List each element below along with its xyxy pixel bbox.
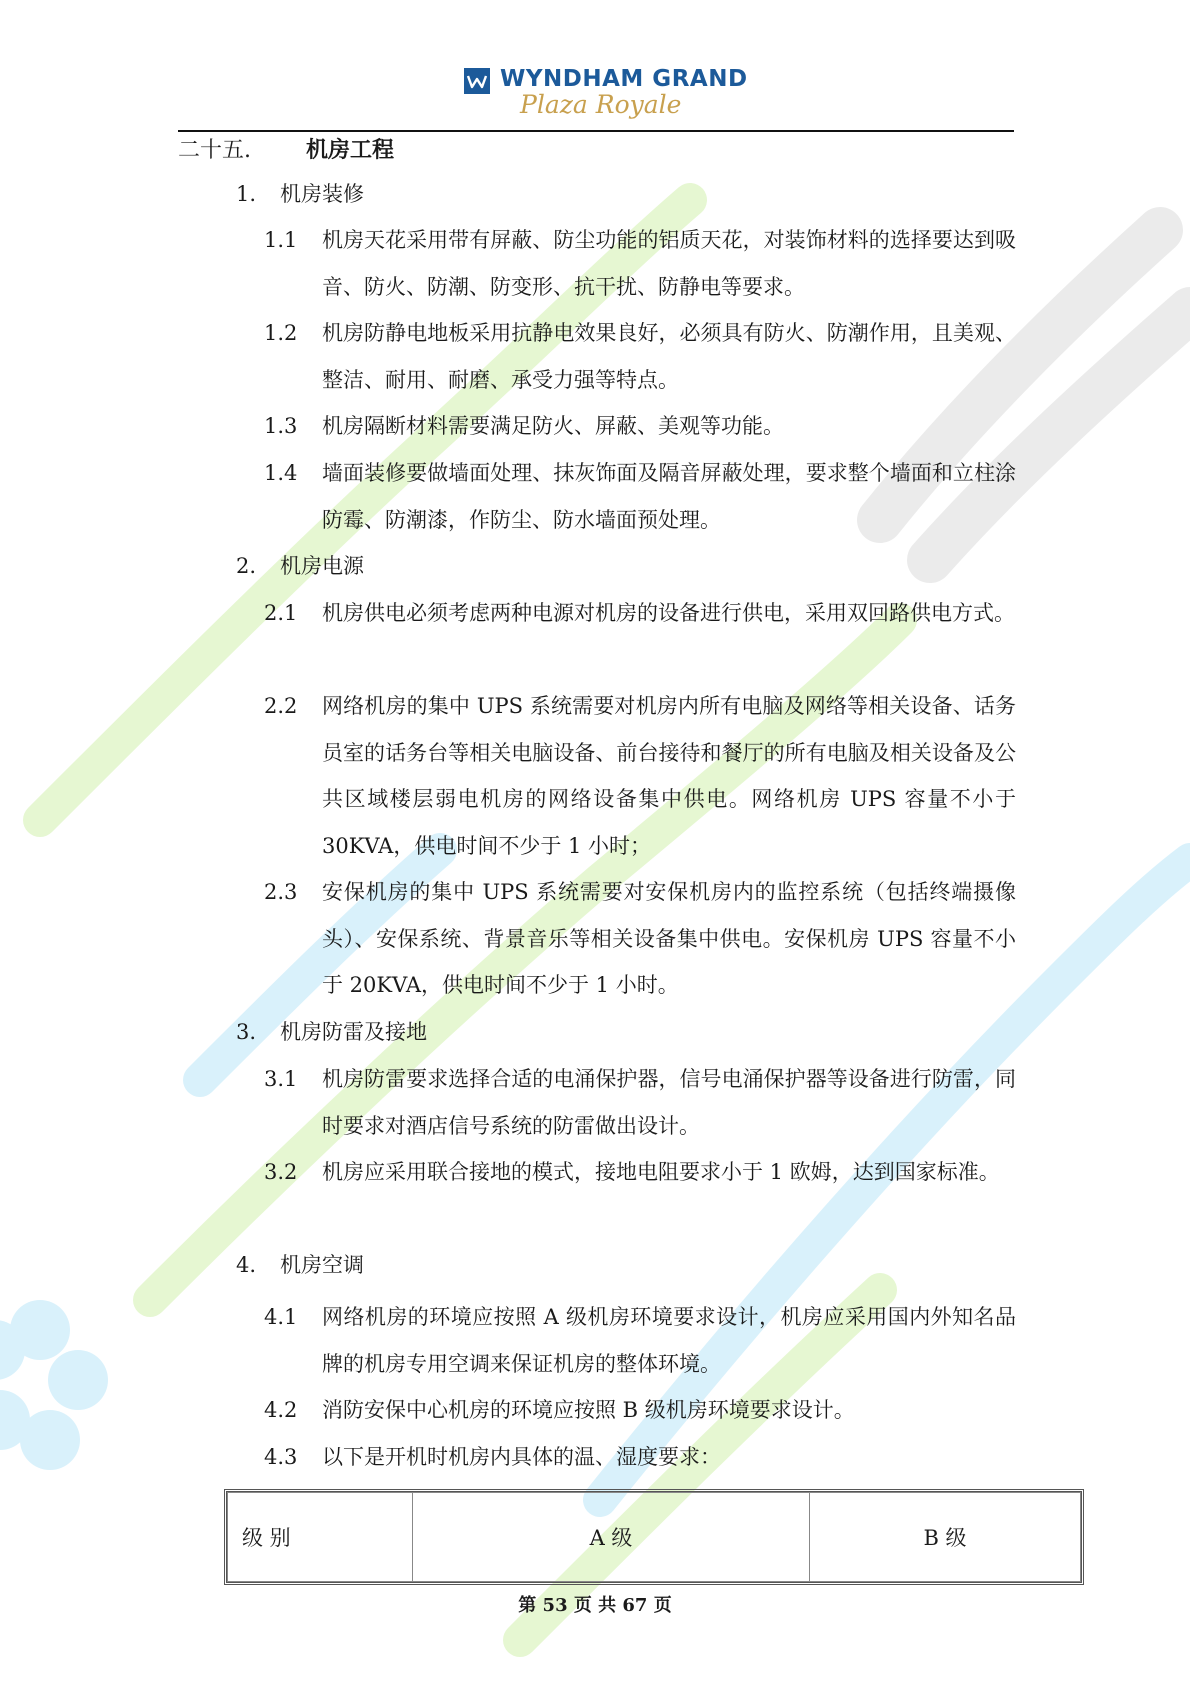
sub-item-number: 3.2 [264, 1160, 298, 1184]
sub-item-number: 1.3 [264, 414, 298, 438]
sub-item [264, 450, 1016, 543]
wyndham-logo-icon [464, 68, 490, 94]
chapter-heading [178, 132, 394, 170]
section-heading [236, 543, 364, 589]
brand-name: WYNDHAM GRAND [500, 66, 748, 92]
section-title: 机房空调 [280, 1253, 364, 1277]
sub-item [264, 869, 1016, 1009]
sub-item [264, 683, 1016, 869]
sub-item-number: 2.1 [264, 601, 298, 625]
table-row [228, 1493, 1081, 1582]
sub-item-number: 4.2 [264, 1398, 298, 1422]
section-number: 3. [236, 1020, 257, 1044]
section-number: 2. [236, 554, 257, 578]
page-number: 第 53 页 共 67 页 [518, 1595, 672, 1616]
sub-item-number: 1.1 [264, 228, 298, 252]
sub-item-text: 安保机房的集中 UPS 系统需要对安保机房内的监控系统（包括终端摄像头）、安保系统、背景音乐等相关设备集中供电。安保机房 UPS 容量不小于 20KVA，供电时间不少于 1 小时。 [322, 880, 1016, 997]
sub-item-number: 4.3 [264, 1445, 298, 1469]
sub-item-text: 机房隔断材料需要满足防火、屏蔽、美观等功能。 [322, 414, 784, 438]
sub-item-text: 机房防雷要求选择合适的电涌保护器，信号电涌保护器等设备进行防雷，同时要求对酒店信号系统的防雷做出设计。 [322, 1067, 1016, 1138]
sub-item [264, 1294, 1016, 1387]
sub-item-text: 墙面装修要做墙面处理、抹灰饰面及隔音屏蔽处理，要求整个墙面和立柱涂防霉、防潮漆，作防尘、防水墙面预处理。 [322, 461, 1016, 532]
section-heading [236, 1009, 427, 1055]
sub-item-number: 1.4 [264, 461, 298, 485]
chapter-number: 二十五. [178, 138, 251, 163]
sub-item-number: 3.1 [264, 1067, 298, 1091]
table-header-cell: A 级 [413, 1493, 810, 1582]
sub-item [264, 403, 1016, 450]
section-heading [236, 171, 364, 217]
sub-item-text: 机房防静电地板采用抗静电效果良好，必须具有防火、防潮作用，且美观、整洁、耐用、耐磨、承受力强等特点。 [322, 321, 1016, 392]
sub-item-number: 1.2 [264, 321, 298, 345]
section-number: 1. [236, 182, 257, 206]
watermark-flower [0, 1300, 108, 1470]
page-header [0, 62, 1190, 132]
sub-item [264, 590, 1016, 637]
section-title: 机房电源 [280, 554, 364, 578]
sub-item [264, 1056, 1016, 1149]
sub-item-text: 消防安保中心机房的环境应按照 B 级机房环境要求设计。 [322, 1398, 855, 1422]
sub-item-text: 以下是开机时机房内具体的温、湿度要求： [322, 1445, 721, 1469]
sub-item-number: 4.1 [264, 1305, 298, 1329]
section-number: 4. [236, 1253, 257, 1277]
sub-item [264, 217, 1016, 310]
sub-item-text: 网络机房的环境应按照 A 级机房环境要求设计，机房应采用国内外知名品牌的机房专用空调来保证机房的整体环境。 [322, 1305, 1016, 1376]
table-header-cell: B 级 [810, 1493, 1081, 1582]
sub-item [264, 1387, 1016, 1434]
sub-item [264, 1149, 1016, 1196]
sub-item-text: 网络机房的集中 UPS 系统需要对机房内所有电脑及网络等相关设备、话务员室的话务台等相关电脑设备、前台接待和餐厅的所有电脑及相关设备及公共区域楼层弱电机房的网络设备集中供电。网络机房 UPS 容量不小于 30KVA，供电时间不少于 1 小时； [322, 694, 1016, 858]
section-heading [236, 1242, 364, 1288]
sub-item-number: 2.3 [264, 880, 298, 904]
section-title: 机房防雷及接地 [280, 1020, 427, 1044]
sub-item-text: 机房应采用联合接地的模式，接地电阻要求小于 1 欧姆，达到国家标准。 [322, 1160, 1000, 1184]
sub-item [264, 310, 1016, 403]
sub-item-number: 2.2 [264, 694, 298, 718]
table-grid [227, 1492, 1081, 1582]
table-header-cell: 级 别 [228, 1493, 413, 1582]
sub-item-text: 机房天花采用带有屏蔽、防尘功能的铝质天花，对装饰材料的选择要达到吸音、防火、防潮、防变形、抗干扰、防静电等要求。 [322, 228, 1016, 299]
section-title: 机房装修 [280, 182, 364, 206]
temperature-humidity-table [224, 1489, 1084, 1585]
chapter-title: 机房工程 [306, 138, 395, 163]
sub-item-text: 机房供电必须考虑两种电源对机房的设备进行供电，采用双回路供电方式。 [322, 601, 1015, 625]
sub-item [264, 1434, 1016, 1481]
brand-script: Plaza Royale [520, 90, 682, 119]
